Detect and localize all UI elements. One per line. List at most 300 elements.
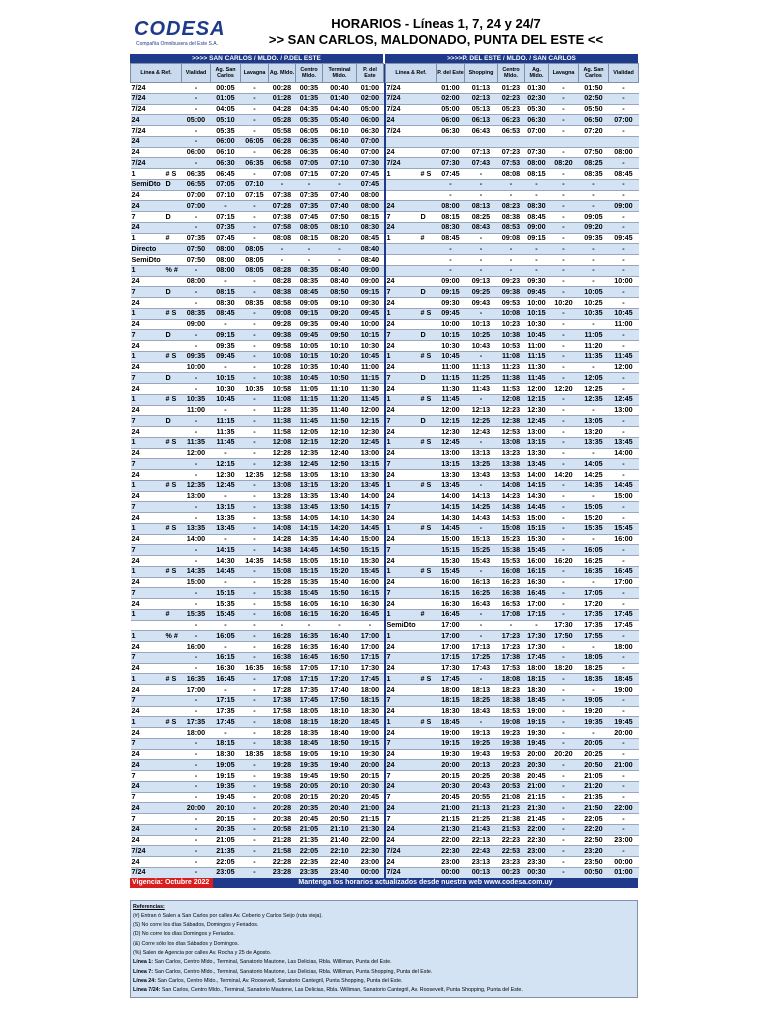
return-cell: 18:20 — [549, 663, 579, 674]
outbound-cell: 19:58 — [269, 781, 296, 792]
schedule-row — [131, 470, 639, 481]
return-cell: 11:38 — [498, 373, 525, 384]
return-cell: 21:50 — [579, 803, 609, 814]
outbound-cell: 15:30 — [357, 556, 384, 567]
outbound-cell: - — [241, 685, 269, 696]
return-cell: 10:15 — [525, 308, 549, 319]
outbound-cell: - — [269, 620, 296, 631]
outbound-cell: - — [241, 394, 269, 405]
outbound-cell: 1 — [131, 523, 165, 534]
outbound-cell — [165, 771, 182, 782]
return-cell: - — [609, 330, 639, 341]
reference-item: (D) No corre los días Domingos y Feriados. — [133, 931, 235, 938]
return-cell: - — [609, 298, 639, 309]
return-cell: - — [525, 265, 549, 276]
outbound-cell: - — [182, 760, 211, 771]
return-cell: 12:25 — [579, 384, 609, 395]
outbound-cell: - — [182, 298, 211, 309]
return-cell — [498, 136, 525, 147]
outbound-cell: - — [241, 824, 269, 835]
schedule-row — [131, 287, 639, 298]
outbound-cell: 18:00 — [357, 685, 384, 696]
outbound-cell: - — [241, 674, 269, 685]
return-cell: 24 — [386, 298, 420, 309]
outbound-cell: 10:35 — [241, 384, 269, 395]
outbound-cell: 18:38 — [269, 738, 296, 749]
return-cell: 20:55 — [465, 792, 498, 803]
outbound-cell — [165, 814, 182, 825]
outbound-cell: 7 — [131, 588, 165, 599]
outbound-cell: 24 — [131, 405, 165, 416]
return-cell: - — [549, 244, 579, 255]
outbound-cell: - — [211, 685, 241, 696]
return-cell — [579, 136, 609, 147]
outbound-cell: 24 — [131, 136, 165, 147]
outbound-cell: 17:35 — [182, 717, 211, 728]
return-cell: - — [579, 255, 609, 266]
return-cell: 13:38 — [498, 459, 525, 470]
outbound-cell: 20:08 — [269, 792, 296, 803]
outbound-cell: 06:00 — [211, 136, 241, 147]
return-cell: 22:00 — [437, 835, 465, 846]
return-cell: 21:30 — [525, 803, 549, 814]
return-cell: 1 — [386, 169, 420, 180]
outbound-cell: 14:30 — [211, 556, 241, 567]
outbound-cell: - — [182, 738, 211, 749]
outbound-cell: - — [182, 513, 211, 524]
outbound-cell: # S — [165, 437, 182, 448]
return-cell: - — [549, 201, 579, 212]
outbound-cell — [165, 599, 182, 610]
outbound-cell: 11:05 — [296, 384, 323, 395]
outbound-cell: - — [182, 652, 211, 663]
outbound-cell: 07:00 — [357, 136, 384, 147]
outbound-cell: 21:30 — [357, 824, 384, 835]
outbound-cell: SemiDto — [131, 179, 165, 190]
return-cell: 10:35 — [579, 308, 609, 319]
outbound-cell — [165, 824, 182, 835]
outbound-cell: - — [241, 147, 269, 158]
outbound-cell: 07:45 — [357, 169, 384, 180]
outbound-cell: 22:10 — [323, 846, 357, 857]
return-cell: - — [465, 480, 498, 491]
outbound-cell: # S — [165, 674, 182, 685]
outbound-cell: - — [182, 620, 211, 631]
return-cell: 10:05 — [579, 287, 609, 298]
outbound-cell: 7 — [131, 738, 165, 749]
return-cell: SemiDto — [386, 620, 420, 631]
return-cell: 18:35 — [579, 674, 609, 685]
outbound-cell: 11:00 — [357, 362, 384, 373]
return-cell — [420, 771, 437, 782]
return-cell: 08:15 — [525, 169, 549, 180]
outbound-cell: 07:10 — [323, 158, 357, 169]
return-cell: 10:08 — [498, 308, 525, 319]
outbound-cell: 11:20 — [323, 394, 357, 405]
return-cell: - — [549, 427, 579, 438]
return-cell: 1 — [386, 480, 420, 491]
outbound-cell: 14:00 — [182, 534, 211, 545]
return-cell — [420, 459, 437, 470]
return-cell: 10:00 — [609, 276, 639, 287]
outbound-cell: 24 — [131, 642, 165, 653]
return-cell: 24 — [386, 749, 420, 760]
return-cell: - — [549, 491, 579, 502]
return-cell: 23:13 — [465, 857, 498, 868]
outbound-cell: 1 — [131, 717, 165, 728]
schedule-row — [131, 674, 639, 685]
outbound-cell: 14:10 — [323, 513, 357, 524]
return-cell: 01:50 — [579, 83, 609, 94]
outbound-cell: - — [182, 545, 211, 556]
outbound-cell: 11:45 — [296, 416, 323, 427]
return-cell: - — [549, 706, 579, 717]
outbound-cell: 09:35 — [182, 351, 211, 362]
return-cell: - — [579, 319, 609, 330]
return-cell: 10:15 — [437, 330, 465, 341]
outbound-cell: 07:35 — [211, 222, 241, 233]
return-cell: 20:00 — [609, 728, 639, 739]
return-cell: 11:08 — [498, 351, 525, 362]
outbound-cell — [165, 663, 182, 674]
return-cell: 15:13 — [465, 534, 498, 545]
outbound-cell: 01:35 — [296, 93, 323, 104]
outbound-cell: - — [241, 771, 269, 782]
return-cell: - — [549, 523, 579, 534]
return-cell: 18:23 — [498, 685, 525, 696]
return-cell: 19:30 — [525, 728, 549, 739]
return-cell: 17:00 — [437, 642, 465, 653]
outbound-cell: 23:00 — [357, 857, 384, 868]
outbound-cell: 16:30 — [357, 599, 384, 610]
return-cell: - — [498, 244, 525, 255]
outbound-cell: - — [241, 814, 269, 825]
outbound-cell: - — [296, 244, 323, 255]
return-cell: - — [549, 459, 579, 470]
schedule-row — [131, 545, 639, 556]
column-header: Lavagna — [241, 64, 269, 83]
outbound-cell: 11:08 — [269, 394, 296, 405]
outbound-cell: 15:38 — [269, 588, 296, 599]
return-cell: 1 — [386, 566, 420, 577]
outbound-cell: D — [165, 212, 182, 223]
return-cell: # S — [420, 674, 437, 685]
outbound-cell: # S — [165, 717, 182, 728]
return-cell: 15:25 — [465, 545, 498, 556]
return-cell: 12:30 — [525, 405, 549, 416]
schedule-row — [131, 373, 639, 384]
outbound-cell: 18:40 — [323, 728, 357, 739]
return-cell: D — [420, 330, 437, 341]
outbound-cell: 06:10 — [323, 126, 357, 137]
return-cell: - — [609, 824, 639, 835]
return-cell: 21:00 — [437, 803, 465, 814]
return-cell: - — [609, 126, 639, 137]
return-cell: 08:25 — [579, 158, 609, 169]
outbound-cell: 14:45 — [211, 566, 241, 577]
return-cell — [420, 201, 437, 212]
outbound-cell: 17:08 — [269, 674, 296, 685]
outbound-cell: 7 — [131, 771, 165, 782]
return-cell — [420, 857, 437, 868]
return-cell: 7 — [386, 459, 420, 470]
schedule-row — [131, 147, 639, 158]
return-cell: 21:43 — [465, 824, 498, 835]
return-cell — [420, 115, 437, 126]
return-cell: - — [549, 83, 579, 94]
return-cell: - — [609, 545, 639, 556]
return-cell: - — [465, 523, 498, 534]
column-header: Ag. Mldo. — [269, 64, 296, 83]
return-cell: 09:25 — [465, 287, 498, 298]
return-cell: 24 — [386, 599, 420, 610]
schedule-row — [131, 717, 639, 728]
return-cell: 11:45 — [525, 373, 549, 384]
outbound-cell: 07:28 — [269, 201, 296, 212]
return-cell — [420, 556, 437, 567]
outbound-cell: 17:15 — [357, 652, 384, 663]
outbound-cell: 07:20 — [323, 169, 357, 180]
outbound-cell: 06:30 — [357, 126, 384, 137]
return-cell: 14:45 — [609, 480, 639, 491]
outbound-cell: - — [182, 792, 211, 803]
outbound-cell: 24 — [131, 201, 165, 212]
outbound-cell: - — [241, 534, 269, 545]
outbound-cell: 20:45 — [296, 814, 323, 825]
return-cell: 13:30 — [525, 448, 549, 459]
return-cell: 20:25 — [579, 749, 609, 760]
outbound-cell: 13:35 — [296, 491, 323, 502]
return-cell: 18:00 — [609, 642, 639, 653]
return-cell: 19:38 — [498, 738, 525, 749]
outbound-cell: 21:05 — [211, 835, 241, 846]
outbound-cell: 14:40 — [323, 534, 357, 545]
outbound-cell: - — [182, 695, 211, 706]
outbound-cell: 08:00 — [357, 190, 384, 201]
return-cell: 7 — [386, 416, 420, 427]
return-cell: 09:53 — [498, 298, 525, 309]
outbound-cell: - — [182, 265, 211, 276]
return-cell: 12:30 — [437, 427, 465, 438]
return-cell: - — [579, 244, 609, 255]
return-cell: - — [579, 179, 609, 190]
return-cell — [420, 545, 437, 556]
outbound-cell: 13:15 — [357, 459, 384, 470]
outbound-cell: - — [211, 728, 241, 739]
outbound-cell — [165, 459, 182, 470]
outbound-cell: 09:40 — [323, 319, 357, 330]
outbound-cell — [165, 147, 182, 158]
outbound-cell: 07:05 — [296, 158, 323, 169]
line-routes-list — [133, 958, 635, 995]
schedule-row — [131, 502, 639, 513]
outbound-cell: - — [296, 179, 323, 190]
return-cell: 1 — [386, 674, 420, 685]
outbound-cell — [165, 93, 182, 104]
return-cell: - — [579, 728, 609, 739]
schedule-row — [131, 513, 639, 524]
return-cell: 11:25 — [465, 373, 498, 384]
return-cell: 14:45 — [437, 523, 465, 534]
return-cell: 16:08 — [498, 566, 525, 577]
outbound-cell: 7 — [131, 652, 165, 663]
outbound-cell: 18:00 — [182, 728, 211, 739]
return-cell: 15:30 — [525, 534, 549, 545]
outbound-cell: 24 — [131, 384, 165, 395]
return-cell: D — [420, 287, 437, 298]
outbound-cell: - — [182, 373, 211, 384]
outbound-cell: - — [241, 480, 269, 491]
return-cell: 06:30 — [437, 126, 465, 137]
outbound-cell: 10:28 — [269, 362, 296, 373]
outbound-cell: - — [241, 491, 269, 502]
return-cell — [420, 846, 437, 857]
return-cell: 22:30 — [525, 835, 549, 846]
return-cell: 21:08 — [498, 792, 525, 803]
return-cell: - — [579, 491, 609, 502]
return-cell: 23:50 — [579, 857, 609, 868]
schedule-row — [131, 201, 639, 212]
return-cell: # S — [420, 308, 437, 319]
return-cell: 12:00 — [609, 362, 639, 373]
return-cell: 16:53 — [498, 599, 525, 610]
outbound-cell: 20:10 — [211, 803, 241, 814]
outbound-cell: 09:45 — [296, 330, 323, 341]
return-cell: 15:45 — [437, 566, 465, 577]
outbound-cell — [165, 190, 182, 201]
outbound-cell: 18:45 — [357, 717, 384, 728]
outbound-cell: - — [211, 534, 241, 545]
outbound-cell: - — [182, 93, 211, 104]
outbound-cell: - — [241, 233, 269, 244]
outbound-cell: 05:35 — [296, 115, 323, 126]
return-cell: 13:00 — [437, 448, 465, 459]
return-cell: 24 — [386, 642, 420, 653]
outbound-cell: 17:28 — [269, 685, 296, 696]
return-cell — [420, 104, 437, 115]
return-cell: 08:00 — [525, 158, 549, 169]
outbound-cell: 08:40 — [357, 255, 384, 266]
return-cell: 08:25 — [465, 212, 498, 223]
return-cell: 24 — [386, 781, 420, 792]
return-cell: 7 — [386, 695, 420, 706]
outbound-cell: 10:08 — [269, 351, 296, 362]
outbound-cell: - — [241, 577, 269, 588]
outbound-cell: 20:05 — [296, 781, 323, 792]
outbound-cell: 16:20 — [323, 609, 357, 620]
return-cell: # S — [420, 566, 437, 577]
return-cell — [386, 255, 420, 266]
return-cell: 05:50 — [579, 104, 609, 115]
outbound-cell: 10:58 — [269, 384, 296, 395]
return-cell: 15:00 — [609, 491, 639, 502]
outbound-cell: 06:30 — [211, 158, 241, 169]
return-cell: # — [420, 233, 437, 244]
return-cell: - — [609, 706, 639, 717]
return-cell: 11:43 — [465, 384, 498, 395]
return-cell: - — [609, 814, 639, 825]
return-cell: 10:23 — [498, 319, 525, 330]
page-subtitle: >> SAN CARLOS, MALDONADO, PUNTA DEL ESTE << — [268, 32, 604, 47]
column-header: Ag. Mldo. — [525, 64, 549, 83]
outbound-cell: - — [182, 330, 211, 341]
outbound-cell: - — [241, 341, 269, 352]
return-cell: - — [437, 265, 465, 276]
outbound-cell — [165, 728, 182, 739]
return-cell: 12:53 — [498, 427, 525, 438]
outbound-cell: 09:15 — [357, 287, 384, 298]
outbound-cell: 08:38 — [269, 287, 296, 298]
outbound-cell — [165, 695, 182, 706]
outbound-cell: 00:35 — [296, 83, 323, 94]
return-cell: 08:30 — [525, 201, 549, 212]
schedule-row — [131, 416, 639, 427]
return-cell — [420, 803, 437, 814]
return-cell: 14:08 — [498, 480, 525, 491]
outbound-cell: 1 — [131, 308, 165, 319]
outbound-cell: - — [182, 631, 211, 642]
return-cell: - — [549, 126, 579, 137]
return-cell: 24 — [386, 362, 420, 373]
outbound-cell: 15:15 — [296, 566, 323, 577]
outbound-cell: 00:05 — [211, 83, 241, 94]
return-cell: 15:35 — [579, 523, 609, 534]
return-cell: 22:13 — [465, 835, 498, 846]
outbound-cell: 16:15 — [357, 588, 384, 599]
outbound-cell: 06:40 — [323, 147, 357, 158]
outbound-cell: 23:40 — [323, 867, 357, 877]
outbound-cell: 06:35 — [182, 169, 211, 180]
outbound-cell: 1 — [131, 169, 165, 180]
outbound-cell: 08:00 — [357, 201, 384, 212]
return-cell: 15:23 — [498, 534, 525, 545]
return-cell: 09:00 — [609, 201, 639, 212]
return-cell: 09:45 — [437, 308, 465, 319]
return-cell: 06:43 — [465, 126, 498, 137]
outbound-cell: 13:45 — [296, 502, 323, 513]
column-header: Ag. San Carlos — [579, 64, 609, 83]
return-cell: 11:45 — [437, 394, 465, 405]
schedule-row — [131, 857, 639, 868]
return-cell: - — [549, 513, 579, 524]
outbound-cell: 12:10 — [323, 427, 357, 438]
return-cell: - — [465, 437, 498, 448]
return-cell: 19:00 — [525, 706, 549, 717]
outbound-cell: 10:45 — [357, 351, 384, 362]
outbound-cell: 24 — [131, 556, 165, 567]
outbound-cell: 10:50 — [323, 373, 357, 384]
return-cell: 10:25 — [579, 298, 609, 309]
outbound-cell: - — [241, 706, 269, 717]
return-cell: 10:53 — [498, 341, 525, 352]
outbound-cell: 16:50 — [323, 652, 357, 663]
return-cell: 23:00 — [437, 857, 465, 868]
outbound-cell: 7/24 — [131, 93, 165, 104]
return-cell: 17:50 — [549, 631, 579, 642]
outbound-cell: 14:20 — [323, 523, 357, 534]
return-cell: - — [549, 609, 579, 620]
return-cell: - — [549, 416, 579, 427]
return-cell: - — [549, 104, 579, 115]
outbound-cell: 14:15 — [357, 502, 384, 513]
return-cell: 08:45 — [437, 233, 465, 244]
return-cell: - — [609, 190, 639, 201]
schedule-row — [131, 298, 639, 309]
outbound-cell: - — [323, 244, 357, 255]
return-cell: 06:53 — [498, 126, 525, 137]
outbound-cell: 21:40 — [323, 835, 357, 846]
return-cell: 15:53 — [498, 556, 525, 567]
